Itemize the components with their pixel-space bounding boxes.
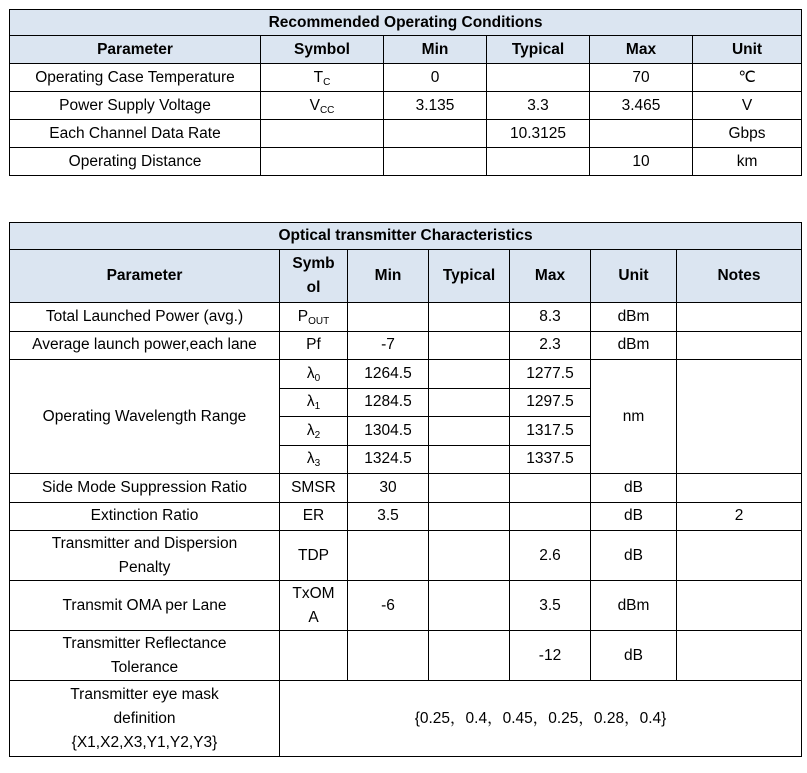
- column-header-symbol: Symb ol: [280, 250, 348, 303]
- symbol-cell: [261, 120, 384, 148]
- parameter-cell: Transmit OMA per Lane: [10, 581, 280, 631]
- column-header-min: Min: [348, 250, 429, 303]
- max-cell: 1337.5: [510, 445, 591, 474]
- min-cell: [348, 631, 429, 681]
- parameter-cell: Transmitter and Dispersion Penalty: [10, 531, 280, 581]
- unit-cell: dB: [591, 631, 677, 681]
- min-cell: [384, 120, 487, 148]
- parameter-cell: Total Launched Power (avg.): [10, 303, 280, 332]
- table-row: [10, 581, 802, 631]
- column-header-min: Min: [384, 36, 487, 64]
- typical-cell: [429, 502, 510, 531]
- max-cell: 3.465: [590, 92, 693, 120]
- symbol-cell: $\lambda_0$: [280, 360, 348, 389]
- unit-cell: nm: [591, 360, 677, 474]
- max-cell: [510, 502, 591, 531]
- symbol-cell: TxOM A: [280, 581, 348, 631]
- min-cell: 0: [384, 64, 487, 92]
- symbol-cell: [261, 148, 384, 176]
- table-row: [10, 92, 802, 120]
- column-header-unit: Unit: [693, 36, 802, 64]
- column-header-symbol: Symbol: [261, 36, 384, 64]
- typical-cell: [487, 148, 590, 176]
- notes-cell: [677, 474, 802, 503]
- min-cell: 1264.5: [348, 360, 429, 389]
- min-cell: [348, 531, 429, 581]
- unit-cell: V: [693, 92, 802, 120]
- table-title: Recommended Operating Conditions: [10, 10, 802, 36]
- min-cell: -7: [348, 331, 429, 360]
- unit-cell: dB: [591, 474, 677, 503]
- column-header-max: Max: [590, 36, 693, 64]
- column-header-parameter: Parameter: [10, 250, 280, 303]
- table-row: [10, 303, 802, 332]
- notes-cell: [677, 631, 802, 681]
- symbol-cell: Pf: [280, 331, 348, 360]
- parameter-cell: Transmitter eye mask definition {X1,X2,X3,Y1,Y2,Y3}: [10, 681, 280, 757]
- min-cell: 30: [348, 474, 429, 503]
- table-row: [10, 64, 802, 92]
- typical-cell: [429, 417, 510, 446]
- table-row: [10, 360, 802, 389]
- symbol-cell: ER: [280, 502, 348, 531]
- parameter-cell: Operating Distance: [10, 148, 261, 176]
- parameter-cell: Extinction Ratio: [10, 502, 280, 531]
- notes-cell: [677, 360, 802, 474]
- typical-cell: [429, 531, 510, 581]
- min-cell: [384, 148, 487, 176]
- parameter-cell: Each Channel Data Rate: [10, 120, 261, 148]
- notes-cell: [677, 531, 802, 581]
- column-header-parameter: Parameter: [10, 36, 261, 64]
- max-cell: -12: [510, 631, 591, 681]
- symbol-cell: [280, 631, 348, 681]
- min-cell: 1304.5: [348, 417, 429, 446]
- parameter-cell: Power Supply Voltage: [10, 92, 261, 120]
- max-cell: 1297.5: [510, 388, 591, 417]
- table-row: [10, 331, 802, 360]
- table-row: [10, 120, 802, 148]
- table-row: [10, 474, 802, 503]
- parameter-cell: Transmitter Reflectance Tolerance: [10, 631, 280, 681]
- symbol-cell: TDP: [280, 531, 348, 581]
- unit-cell: dBm: [591, 303, 677, 332]
- symbol-cell: $V_{CC}$: [261, 92, 384, 120]
- unit-cell: dB: [591, 502, 677, 531]
- typical-cell: 3.3: [487, 92, 590, 120]
- typical-cell: 10.3125: [487, 120, 590, 148]
- typical-cell: [429, 331, 510, 360]
- unit-cell: Gbps: [693, 120, 802, 148]
- symbol-cell: $\lambda_2$: [280, 417, 348, 446]
- min-cell: 1324.5: [348, 445, 429, 474]
- symbol-cell: $\lambda_3$: [280, 445, 348, 474]
- parameter-cell: Average launch power,each lane: [10, 331, 280, 360]
- min-cell: [348, 303, 429, 332]
- column-header-typical: Typical: [487, 36, 590, 64]
- max-cell: 8.3: [510, 303, 591, 332]
- symbol-cell: $T_C$: [261, 64, 384, 92]
- optical-transmitter-characteristics-table: [9, 222, 802, 757]
- typical-cell: [429, 445, 510, 474]
- table-row: [10, 631, 802, 681]
- table-title: Optical transmitter Characteristics: [10, 223, 802, 250]
- parameter-cell: Side Mode Suppression Ratio: [10, 474, 280, 503]
- max-cell: 1317.5: [510, 417, 591, 446]
- min-cell: 3.5: [348, 502, 429, 531]
- column-header-unit: Unit: [591, 250, 677, 303]
- max-cell: 70: [590, 64, 693, 92]
- column-header-max: Max: [510, 250, 591, 303]
- symbol-cell: $\lambda_1$: [280, 388, 348, 417]
- max-cell: 10: [590, 148, 693, 176]
- unit-cell: dBm: [591, 581, 677, 631]
- typical-cell: [429, 581, 510, 631]
- eye-mask-value-cell: {0.25，0.4，0.45，0.25，0.28，0.4}: [280, 681, 802, 757]
- min-cell: 3.135: [384, 92, 487, 120]
- typical-cell: [429, 303, 510, 332]
- parameter-cell: Operating Case Temperature: [10, 64, 261, 92]
- column-header-typical: Typical: [429, 250, 510, 303]
- symbol-cell: SMSR: [280, 474, 348, 503]
- table-row: [10, 531, 802, 581]
- symbol-cell: $P_{OUT}$: [280, 303, 348, 332]
- max-cell: [590, 120, 693, 148]
- unit-cell: dB: [591, 531, 677, 581]
- notes-cell: [677, 303, 802, 332]
- max-cell: 3.5: [510, 581, 591, 631]
- max-cell: 1277.5: [510, 360, 591, 389]
- unit-cell: ℃: [693, 64, 802, 92]
- min-cell: 1284.5: [348, 388, 429, 417]
- notes-cell: 2: [677, 502, 802, 531]
- typical-cell: [487, 64, 590, 92]
- typical-cell: [429, 360, 510, 389]
- unit-cell: dBm: [591, 331, 677, 360]
- notes-cell: [677, 331, 802, 360]
- parameter-cell: Operating Wavelength Range: [10, 360, 280, 474]
- min-cell: -6: [348, 581, 429, 631]
- typical-cell: [429, 631, 510, 681]
- max-cell: 2.6: [510, 531, 591, 581]
- table-row: [10, 502, 802, 531]
- typical-cell: [429, 388, 510, 417]
- max-cell: [510, 474, 591, 503]
- recommended-operating-conditions-table: [9, 9, 802, 176]
- table-row: [10, 148, 802, 176]
- max-cell: 2.3: [510, 331, 591, 360]
- notes-cell: [677, 581, 802, 631]
- table-row: [10, 681, 802, 757]
- column-header-notes: Notes: [677, 250, 802, 303]
- typical-cell: [429, 474, 510, 503]
- unit-cell: km: [693, 148, 802, 176]
